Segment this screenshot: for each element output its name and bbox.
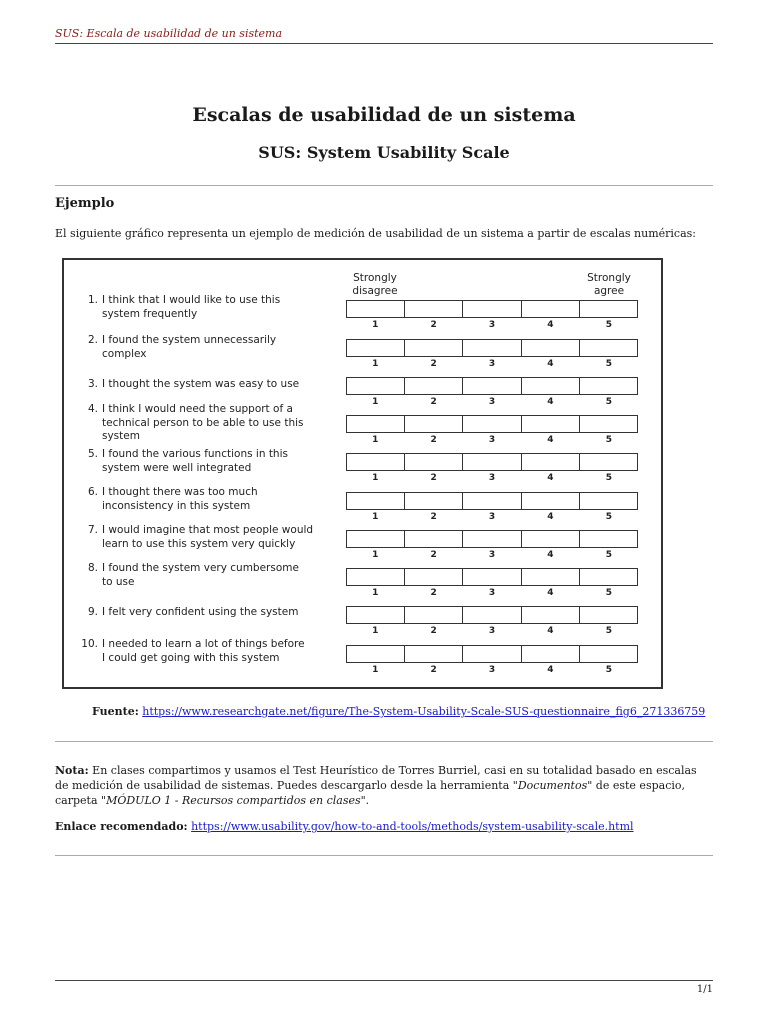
running-header: SUS: Escala de usabilidad de un sistema <box>55 27 283 40</box>
rating-number: 5 <box>605 512 612 522</box>
rating-cell-1[interactable] <box>347 569 405 585</box>
rating-number: 1 <box>372 359 379 369</box>
question-text-line: to use <box>102 575 135 588</box>
rating-number: 1 <box>372 320 379 330</box>
question-6 <box>78 486 328 513</box>
rating-cell-5[interactable] <box>580 646 637 662</box>
source-link[interactable]: https://www.researchgate.net/figure/The-System-Usability-Scale-SUS-questionnaire_fig6_271336759 <box>142 705 706 718</box>
rating-numbers-8 <box>346 588 638 598</box>
rating-cell-3[interactable] <box>463 301 521 317</box>
page-number: 1/1 <box>696 984 713 995</box>
rating-number: 3 <box>488 320 496 330</box>
rating-cell-5[interactable] <box>580 531 637 547</box>
question-text-line: complex <box>102 347 147 360</box>
rating-scale-10 <box>346 645 638 663</box>
question-text-line: I think that I would like to use this <box>102 294 281 306</box>
note-tool-name: Documentos <box>517 779 588 792</box>
rating-cell-3[interactable] <box>463 454 521 470</box>
rating-cell-1[interactable] <box>347 646 405 662</box>
rating-scale-7 <box>346 530 638 548</box>
rating-number: 1 <box>372 626 379 636</box>
section-divider-bottom <box>55 855 713 856</box>
question-9 <box>78 606 328 620</box>
rating-cell-3[interactable] <box>463 416 521 432</box>
question-number: 7. <box>87 524 98 536</box>
rating-number: 3 <box>488 435 496 445</box>
section-heading: Ejemplo <box>55 196 115 211</box>
rating-cell-4[interactable] <box>522 301 580 317</box>
question-10 <box>78 638 328 665</box>
question-text-line: I would imagine that most people would <box>102 524 314 536</box>
question-number: 9. <box>87 606 98 618</box>
rating-numbers-4 <box>346 435 638 445</box>
question-text-line: I needed to learn a lot of things before <box>102 638 305 650</box>
rating-cell-1[interactable] <box>347 301 405 317</box>
question-text-line: I thought there was too much <box>102 486 258 498</box>
rating-number: 3 <box>488 665 496 675</box>
rating-number: 3 <box>488 550 496 560</box>
rating-number: 2 <box>430 473 437 483</box>
rating-number: 3 <box>488 359 496 369</box>
rating-numbers-2 <box>346 359 638 369</box>
rating-number: 1 <box>372 588 379 598</box>
rating-numbers-6 <box>346 512 638 522</box>
rating-cell-5[interactable] <box>580 454 637 470</box>
rating-scale-4 <box>346 415 638 433</box>
sus-questionnaire-figure <box>62 258 663 689</box>
rating-cell-5[interactable] <box>580 493 637 509</box>
rating-cell-1[interactable] <box>347 493 405 509</box>
rating-number: 1 <box>372 550 379 560</box>
rating-number: 2 <box>430 512 437 522</box>
rating-cell-4[interactable] <box>522 569 580 585</box>
rating-number: 4 <box>547 626 554 636</box>
rating-number: 4 <box>547 512 554 522</box>
question-text-line: system frequently <box>102 307 198 320</box>
question-5 <box>78 448 328 475</box>
rating-number: 5 <box>605 435 612 445</box>
question-number: 3. <box>87 378 98 390</box>
rating-scale-1 <box>346 300 638 318</box>
question-number: 5. <box>87 448 98 460</box>
question-text-line: learn to use this system very quickly <box>102 537 296 550</box>
rating-scale-8 <box>346 568 638 586</box>
rating-cell-2[interactable] <box>405 454 463 470</box>
rating-number: 2 <box>430 320 437 330</box>
question-number: 1. <box>87 294 98 306</box>
rating-number: 5 <box>605 359 612 369</box>
rating-number: 2 <box>430 359 437 369</box>
rating-number: 2 <box>430 626 437 636</box>
question-text-line: I found the system very cumbersome <box>102 562 299 574</box>
rating-cell-4[interactable] <box>522 378 580 394</box>
rating-number: 4 <box>547 359 554 369</box>
rating-number: 3 <box>488 397 496 407</box>
rating-number: 5 <box>605 397 612 407</box>
rating-number: 2 <box>430 665 437 675</box>
rating-cell-3[interactable] <box>463 378 521 394</box>
rating-cell-4[interactable] <box>522 340 580 356</box>
rating-cell-1[interactable] <box>347 454 405 470</box>
rating-cell-1[interactable] <box>347 416 405 432</box>
section-divider-top <box>55 185 713 186</box>
question-text-line: technical person to be able to use this <box>102 416 304 429</box>
rating-cell-4[interactable] <box>522 493 580 509</box>
rating-cell-2[interactable] <box>405 569 463 585</box>
rating-cell-2[interactable] <box>405 531 463 547</box>
rating-number: 2 <box>430 550 437 560</box>
question-number: 2. <box>87 334 98 346</box>
rating-number: 4 <box>547 550 554 560</box>
rating-number: 3 <box>488 626 496 636</box>
page-subtitle: SUS: System Usability Scale <box>258 143 510 162</box>
rating-number: 3 <box>488 473 496 483</box>
rating-numbers-7 <box>346 550 638 560</box>
recommended-link-line <box>55 819 713 834</box>
question-text-line: I found the system unnecessarily <box>102 334 277 346</box>
rating-number: 2 <box>430 435 437 445</box>
rating-numbers-3 <box>346 397 638 407</box>
rating-cell-5[interactable] <box>580 416 637 432</box>
question-text-line: system were well integrated <box>102 461 252 474</box>
rating-cell-5[interactable] <box>580 569 637 585</box>
rating-number: 5 <box>605 550 612 560</box>
rating-cell-2[interactable] <box>405 416 463 432</box>
rating-scale-5 <box>346 453 638 471</box>
rating-cell-1[interactable] <box>347 607 405 623</box>
rating-scale-2 <box>346 339 638 357</box>
page-title: Escalas de usabilidad de un sistema <box>192 104 576 126</box>
question-8 <box>78 562 328 589</box>
rating-number: 1 <box>372 512 379 522</box>
rating-number: 4 <box>547 665 554 675</box>
question-text-line: I could get going with this system <box>102 651 280 664</box>
rating-number: 1 <box>372 397 379 407</box>
rating-cell-3[interactable] <box>463 493 521 509</box>
recommended-link[interactable]: https://www.usability.gov/how-to-and-tools/methods/system-usability-scale.html <box>191 820 634 833</box>
rating-number: 5 <box>605 626 612 636</box>
rating-cell-1[interactable] <box>347 531 405 547</box>
rating-cell-2[interactable] <box>405 607 463 623</box>
rating-scale-9 <box>346 606 638 624</box>
rating-number: 4 <box>547 588 554 598</box>
question-text-line: I thought the system was easy to use <box>102 378 300 390</box>
question-number: 4. <box>87 403 98 415</box>
note-text-1: En clases compartimos y usamos el Test Heurístico de Torres Burriel, casi en su totalidad basado en escalas de medición de usabilidad de sistemas. Puedes descargarlo desde la herramienta " <box>55 764 697 792</box>
question-4 <box>78 403 328 444</box>
rating-cell-1[interactable] <box>347 340 405 356</box>
rating-number: 5 <box>605 588 612 598</box>
rating-cell-4[interactable] <box>522 646 580 662</box>
rating-number: 1 <box>372 435 379 445</box>
rating-cell-2[interactable] <box>405 301 463 317</box>
question-text-line: inconsistency in this system <box>102 499 251 512</box>
source-label: Fuente: <box>92 705 139 718</box>
rating-cell-2[interactable] <box>405 340 463 356</box>
rating-number: 4 <box>547 473 554 483</box>
question-text-line: system <box>102 430 140 442</box>
note-folder-name: MÓDULO 1 - Recursos compartidos en clases <box>106 794 361 807</box>
rating-cell-1[interactable] <box>347 378 405 394</box>
rating-cell-4[interactable] <box>522 531 580 547</box>
question-7 <box>78 524 328 551</box>
question-1 <box>78 294 328 321</box>
rating-number: 5 <box>605 665 612 675</box>
source-line <box>92 705 705 718</box>
rating-number: 4 <box>547 320 554 330</box>
footer-rule <box>55 980 713 981</box>
question-number: 10. <box>81 638 98 650</box>
rating-cell-3[interactable] <box>463 569 521 585</box>
section-divider-middle <box>55 741 713 742</box>
question-text-line: I found the various functions in this <box>102 448 288 460</box>
question-text-line: I think I would need the support of a <box>102 403 293 415</box>
header-rule <box>55 43 713 44</box>
rating-number: 4 <box>547 397 554 407</box>
rating-cell-2[interactable] <box>405 493 463 509</box>
rating-number: 1 <box>372 473 379 483</box>
rating-number: 3 <box>488 512 496 522</box>
rating-number: 1 <box>372 665 379 675</box>
rating-number: 5 <box>605 320 612 330</box>
strongly-agree-label: Strongly agree <box>587 272 631 297</box>
rating-cell-5[interactable] <box>580 378 637 394</box>
rating-cell-2[interactable] <box>405 646 463 662</box>
rating-scale-3 <box>346 377 638 395</box>
question-number: 6. <box>87 486 98 498</box>
question-number: 8. <box>87 562 98 574</box>
intro-paragraph: El siguiente gráfico representa un ejemplo de medición de usabilidad de un sistema a partir de escalas numéricas: <box>55 227 696 240</box>
strongly-disagree-label: Strongly disagree <box>352 272 398 297</box>
rating-cell-4[interactable] <box>522 607 580 623</box>
recommended-label: Enlace recomendado: <box>55 820 188 833</box>
rating-cell-4[interactable] <box>522 454 580 470</box>
rating-number: 4 <box>547 435 554 445</box>
rating-number: 5 <box>605 473 612 483</box>
rating-cell-4[interactable] <box>522 416 580 432</box>
rating-cell-5[interactable] <box>580 301 637 317</box>
question-2 <box>78 334 328 361</box>
rating-cell-5[interactable] <box>580 607 637 623</box>
note-paragraph <box>55 763 713 808</box>
rating-numbers-10 <box>346 665 638 675</box>
rating-numbers-1 <box>346 320 638 330</box>
rating-cell-2[interactable] <box>405 378 463 394</box>
rating-cell-3[interactable] <box>463 531 521 547</box>
question-text-line: I felt very confident using the system <box>102 606 299 618</box>
question-3 <box>78 378 328 392</box>
rating-number: 3 <box>488 588 496 598</box>
rating-number: 2 <box>430 588 437 598</box>
rating-numbers-5 <box>346 473 638 483</box>
rating-cell-5[interactable] <box>580 340 637 356</box>
rating-numbers-9 <box>346 626 638 636</box>
rating-cell-3[interactable] <box>463 646 521 662</box>
note-text-2: " de este espacio, carpeta " <box>55 779 685 807</box>
rating-scale-6 <box>346 492 638 510</box>
rating-number: 2 <box>430 397 437 407</box>
rating-cell-3[interactable] <box>463 607 521 623</box>
note-label: Nota: <box>55 764 89 777</box>
rating-cell-3[interactable] <box>463 340 521 356</box>
note-text-3: ". <box>360 794 370 807</box>
